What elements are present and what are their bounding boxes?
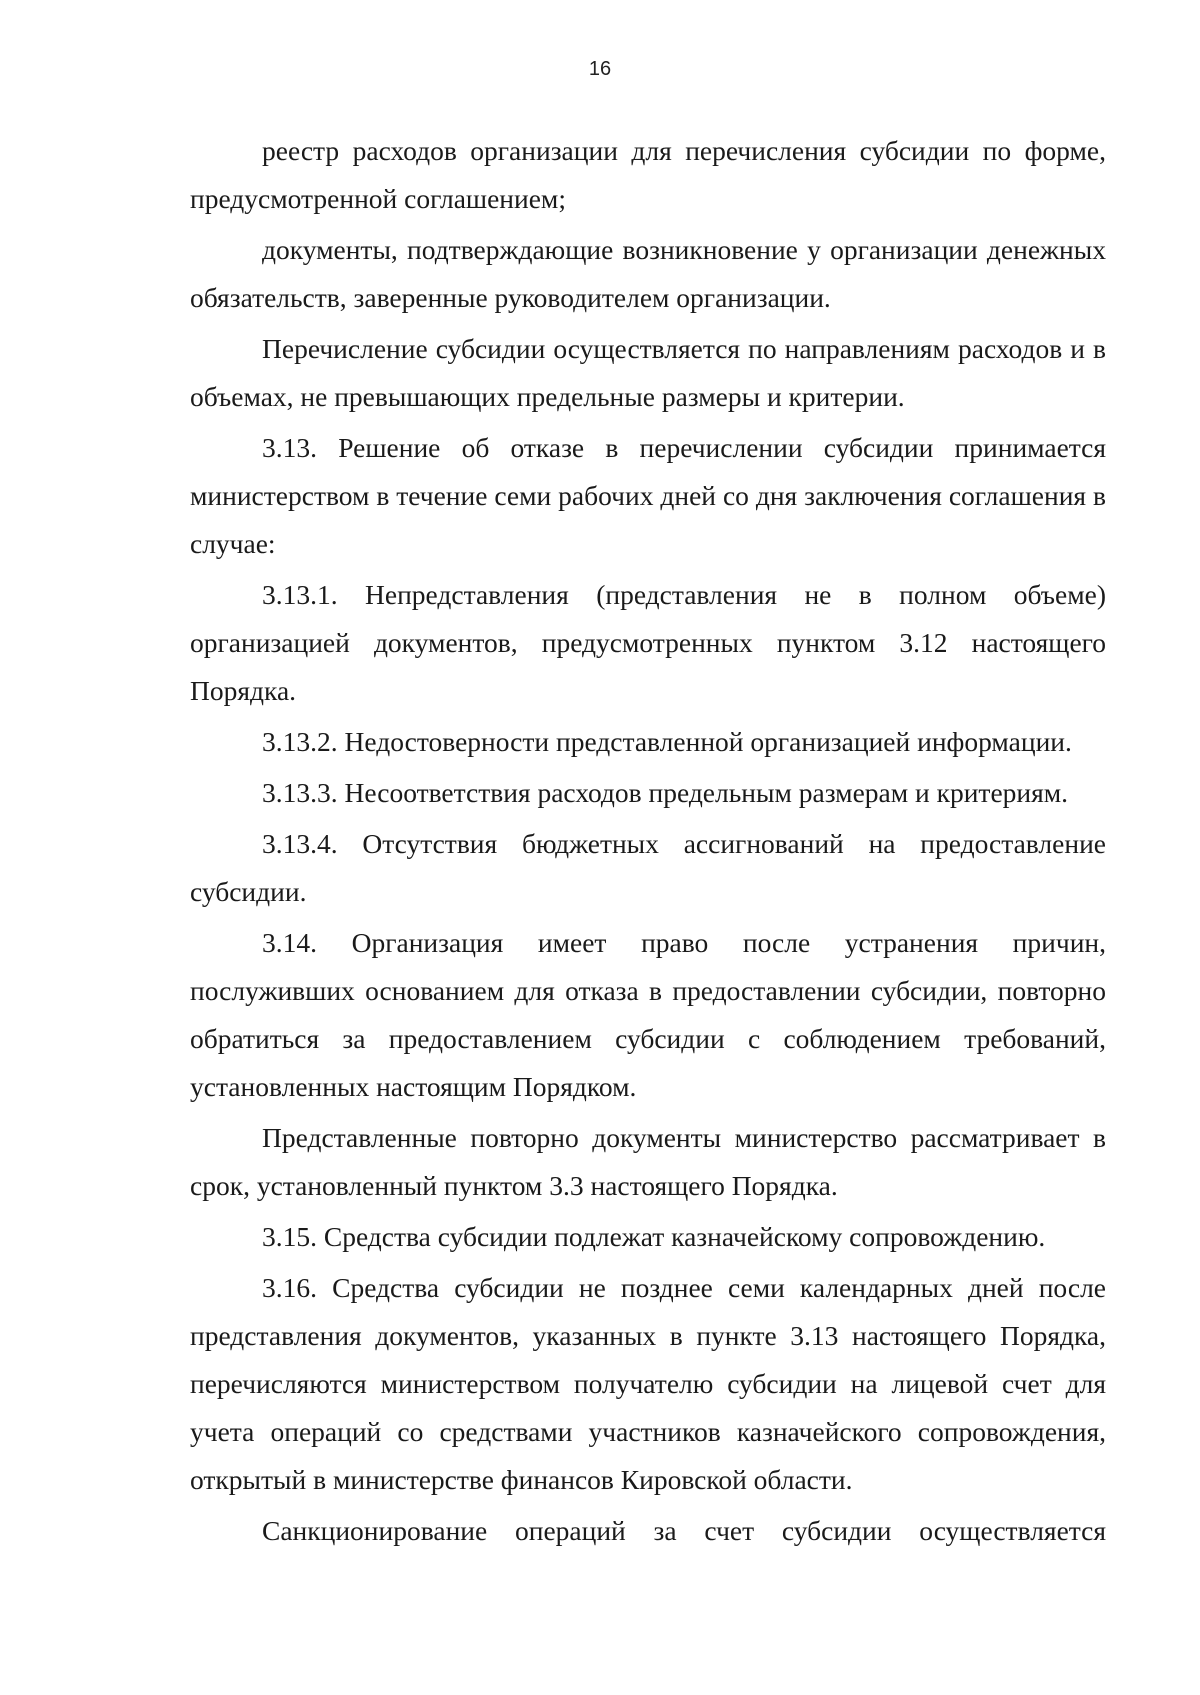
paragraph-3-13-4: 3.13.4. Отсутствия бюджетных ассигнований на предоставление субсидии.	[190, 828, 1106, 907]
paragraph-3-13-3: 3.13.3. Несоответствия расходов предельным размерам и критериям.	[262, 777, 1069, 808]
paragraph-3-14: 3.14. Организация имеет право после устранения причин, послуживших основанием для отказа в предоставлении субсидии, повторно обратиться за предоставлением субсидии с соблюдением требований, установленных настоящим Порядком.	[190, 927, 1106, 1102]
paragraph-transfer-directions: Перечисление субсидии осуществляется по направлениям расходов и в объемах, не превышающих предельные размеры и критерии.	[190, 333, 1106, 412]
paragraph-3-13-1: 3.13.1. Непредставления (представления не в полном объеме) организацией документов, предусмотренных пунктом 3.12 настоящего Порядка.	[190, 579, 1106, 706]
paragraph-3-16: 3.16. Средства субсидии не позднее семи календарных дней после представления документов, указанных в пункте 3.13 настоящего Порядка, перечисляются министерством получателю субсидии на лицевой счет для учета операций со средствами участников казначейского сопровождения, открытый в министерстве финансов Кировской области.	[190, 1272, 1106, 1495]
paragraph-authorization: Санкционирование операций за счет субсидии осуществляется	[262, 1515, 1106, 1546]
paragraph-resubmission: Представленные повторно документы министерство рассматривает в срок, установленный пунктом 3.3 настоящего Порядка.	[190, 1122, 1106, 1201]
paragraph-3-15: 3.15. Средства субсидии подлежат казначейскому сопровождению.	[262, 1221, 1046, 1252]
paragraph-3-13-2: 3.13.2. Недостоверности представленной организацией информации.	[262, 726, 1072, 757]
paragraph-supporting-documents: документы, подтверждающие возникновение у организации денежных обязательств, заверенные руководителем организации.	[190, 234, 1106, 313]
document-body	[190, 127, 1106, 1555]
paragraph-3-13: 3.13. Решение об отказе в перечислении субсидии принимается министерством в течение семи рабочих дней со дня заключения соглашения в случае:	[190, 432, 1106, 559]
paragraph-expense-register: реестр расходов организации для перечисления субсидии по форме, предусмотренной соглашением;	[190, 135, 1106, 214]
page-number: 16	[588, 58, 612, 80]
